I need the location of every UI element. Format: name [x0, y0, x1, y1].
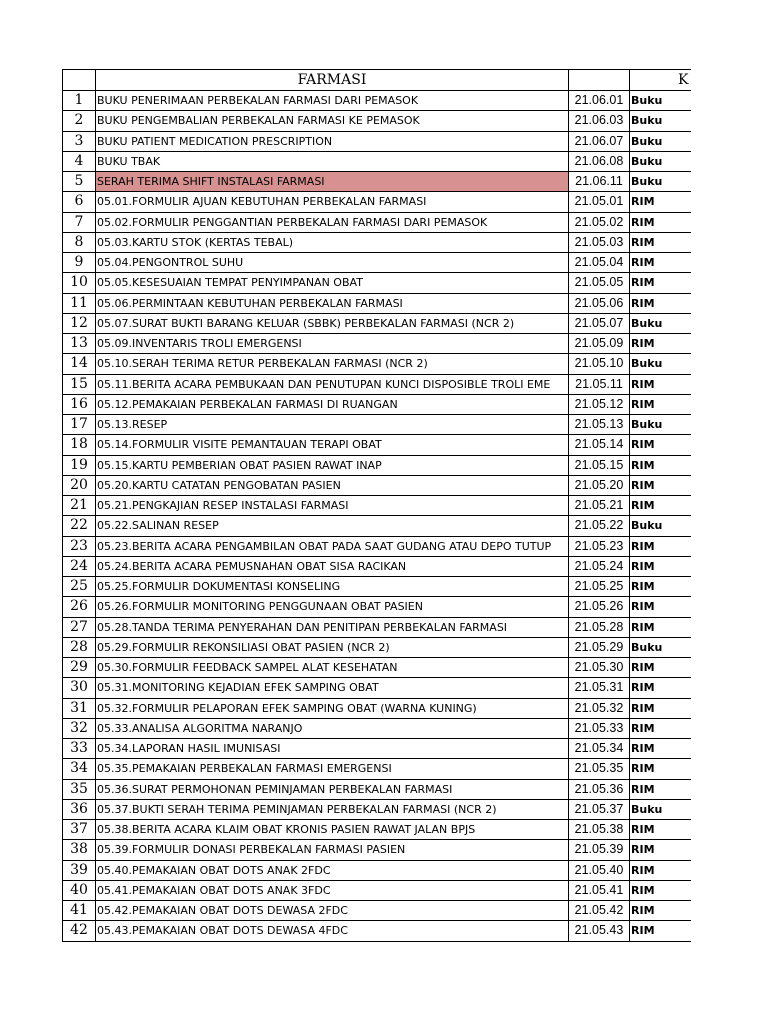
row-name-cell[interactable]: 05.38.BERITA ACARA KLAIM OBAT KRONIS PASIEN RAWAT JALAN BPJS — [96, 820, 569, 840]
row-number-cell[interactable]: 12 — [63, 313, 96, 333]
table-row — [63, 678, 691, 698]
table-row — [63, 901, 691, 921]
row-number-cell[interactable]: 23 — [63, 536, 96, 556]
table-row — [63, 91, 691, 111]
row-type-cell[interactable]: RIM — [630, 577, 691, 597]
table-row — [63, 475, 691, 495]
row-name-cell[interactable]: 05.09.INVENTARIS TROLI EMERGENSI — [96, 334, 569, 354]
table-row — [63, 253, 691, 273]
row-number-cell[interactable]: 36 — [63, 799, 96, 819]
table-row — [63, 334, 691, 354]
row-name-cell[interactable]: 05.33.ANALISA ALGORITMA NARANJO — [96, 718, 569, 738]
row-code-cell[interactable]: 21.05.20 — [569, 475, 630, 495]
table-row — [63, 739, 691, 759]
row-type-cell[interactable]: RIM — [630, 394, 691, 414]
row-code-cell[interactable]: 21.05.09 — [569, 334, 630, 354]
row-code-cell[interactable]: 21.05.15 — [569, 455, 630, 475]
row-type-cell[interactable]: Buku — [630, 354, 691, 374]
row-type-cell[interactable]: RIM — [630, 435, 691, 455]
row-code-cell[interactable]: 21.05.39 — [569, 840, 630, 860]
row-type-cell[interactable]: RIM — [630, 759, 691, 779]
row-type-cell[interactable]: Buku — [630, 799, 691, 819]
row-type-cell[interactable]: RIM — [630, 293, 691, 313]
row-code-cell[interactable]: 21.05.03 — [569, 232, 630, 252]
row-name-cell[interactable]: 05.37.BUKTI SERAH TERIMA PEMINJAMAN PERBEKALAN FARMASI (NCR 2) — [96, 799, 569, 819]
row-name-cell[interactable]: 05.35.PEMAKAIAN PERBEKALAN FARMASI EMERGENSI — [96, 759, 569, 779]
row-code-cell[interactable]: 21.05.34 — [569, 739, 630, 759]
row-number-cell[interactable]: 10 — [63, 273, 96, 293]
table-row — [63, 921, 691, 941]
row-number-cell[interactable]: 26 — [63, 597, 96, 617]
row-name-cell[interactable]: 05.03.KARTU STOK (KERTAS TEBAL) — [96, 232, 569, 252]
row-number-cell[interactable]: 1 — [63, 91, 96, 111]
row-type-cell[interactable]: RIM — [630, 374, 691, 394]
row-name-cell[interactable]: 05.21.PENGKAJIAN RESEP INSTALASI FARMASI — [96, 496, 569, 516]
table-row — [63, 880, 691, 900]
table-row — [63, 394, 691, 414]
row-number-cell[interactable]: 14 — [63, 354, 96, 374]
row-number-cell[interactable]: 34 — [63, 759, 96, 779]
row-name-cell[interactable]: 05.15.KARTU PEMBERIAN OBAT PASIEN RAWAT INAP — [96, 455, 569, 475]
row-number-cell[interactable]: 24 — [63, 556, 96, 576]
table-row — [63, 617, 691, 637]
table-row — [63, 597, 691, 617]
table-row — [63, 131, 691, 151]
row-name-cell[interactable]: 05.26.FORMULIR MONITORING PENGGUNAAN OBAT PASIEN — [96, 597, 569, 617]
row-number-cell[interactable]: 18 — [63, 435, 96, 455]
row-name-cell[interactable]: BUKU PATIENT MEDICATION PRESCRIPTION — [96, 131, 569, 151]
table-row — [63, 111, 691, 131]
row-name-cell[interactable]: BUKU PENERIMAAN PERBEKALAN FARMASI DARI PEMASOK — [96, 91, 569, 111]
row-type-cell[interactable]: RIM — [630, 232, 691, 252]
row-name-cell[interactable]: BUKU TBAK — [96, 151, 569, 171]
row-code-cell[interactable]: 21.05.14 — [569, 435, 630, 455]
row-code-cell[interactable]: 21.06.03 — [569, 111, 630, 131]
row-type-cell[interactable]: RIM — [630, 617, 691, 637]
row-type-cell[interactable]: RIM — [630, 658, 691, 678]
row-number-cell[interactable]: 19 — [63, 455, 96, 475]
row-code-cell[interactable]: 21.05.29 — [569, 637, 630, 657]
row-type-cell[interactable]: RIM — [630, 192, 691, 212]
row-code-cell[interactable]: 21.05.42 — [569, 901, 630, 921]
row-type-cell[interactable]: RIM — [630, 536, 691, 556]
row-name-cell[interactable]: 05.34.LAPORAN HASIL IMUNISASI — [96, 739, 569, 759]
table-row — [63, 151, 691, 171]
table-row — [63, 172, 691, 192]
row-name-cell[interactable]: 05.22.SALINAN RESEP — [96, 516, 569, 536]
row-code-cell[interactable]: 21.05.26 — [569, 597, 630, 617]
table-row — [63, 658, 691, 678]
row-name-cell[interactable]: 05.40.PEMAKAIAN OBAT DOTS ANAK 2FDC — [96, 860, 569, 880]
table-row — [63, 860, 691, 880]
row-number-cell[interactable]: 27 — [63, 617, 96, 637]
row-code-cell[interactable]: 21.05.40 — [569, 860, 630, 880]
row-code-cell[interactable]: 21.05.10 — [569, 354, 630, 374]
row-type-cell[interactable]: Buku — [630, 516, 691, 536]
row-number-cell[interactable]: 35 — [63, 779, 96, 799]
row-type-cell[interactable]: Buku — [630, 111, 691, 131]
row-type-cell[interactable]: RIM — [630, 556, 691, 576]
row-code-cell[interactable]: 21.05.28 — [569, 617, 630, 637]
table-row — [63, 799, 691, 819]
row-number-cell[interactable]: 41 — [63, 901, 96, 921]
row-code-cell[interactable]: 21.05.41 — [569, 880, 630, 900]
row-name-cell[interactable]: 05.10.SERAH TERIMA RETUR PERBEKALAN FARMASI (NCR 2) — [96, 354, 569, 374]
spreadsheet — [62, 69, 690, 942]
row-code-cell[interactable]: 21.05.12 — [569, 394, 630, 414]
row-number-cell[interactable]: 22 — [63, 516, 96, 536]
table-row — [63, 637, 691, 657]
row-type-cell[interactable]: Buku — [630, 151, 691, 171]
row-number-cell[interactable]: 33 — [63, 739, 96, 759]
row-number-cell[interactable]: 20 — [63, 475, 96, 495]
row-type-cell[interactable]: Buku — [630, 313, 691, 333]
header-code-cell[interactable] — [569, 70, 630, 91]
table-row — [63, 536, 691, 556]
row-code-cell[interactable]: 21.05.43 — [569, 921, 630, 941]
table-row — [63, 577, 691, 597]
row-name-cell[interactable]: 05.06.PERMINTAAN KEBUTUHAN PERBEKALAN FARMASI — [96, 293, 569, 313]
table-row — [63, 779, 691, 799]
row-name-cell[interactable]: 05.29.FORMULIR REKONSILIASI OBAT PASIEN (NCR 2) — [96, 637, 569, 657]
table-row — [63, 455, 691, 475]
header-title-cell[interactable]: FARMASI — [96, 70, 569, 91]
row-number-cell[interactable]: 28 — [63, 637, 96, 657]
table-row — [63, 192, 691, 212]
row-type-cell[interactable]: RIM — [630, 496, 691, 516]
row-number-cell[interactable]: 2 — [63, 111, 96, 131]
row-number-cell[interactable]: 4 — [63, 151, 96, 171]
row-type-cell[interactable]: Buku — [630, 172, 691, 192]
row-code-cell[interactable]: 21.05.37 — [569, 799, 630, 819]
row-name-cell[interactable]: 05.23.BERITA ACARA PENGAMBILAN OBAT PADA SAAT GUDANG ATAU DEPO TUTUP — [96, 536, 569, 556]
row-name-cell[interactable]: 05.02.FORMULIR PENGGANTIAN PERBEKALAN FARMASI DARI PEMASOK — [96, 212, 569, 232]
row-name-cell[interactable]: 05.13.RESEP — [96, 415, 569, 435]
row-type-cell[interactable]: RIM — [630, 273, 691, 293]
row-name-cell[interactable]: 05.12.PEMAKAIAN PERBEKALAN FARMASI DI RUANGAN — [96, 394, 569, 414]
row-type-cell[interactable]: RIM — [630, 779, 691, 799]
row-number-cell[interactable]: 7 — [63, 212, 96, 232]
row-type-cell[interactable]: RIM — [630, 334, 691, 354]
row-code-cell[interactable]: 21.05.31 — [569, 678, 630, 698]
row-name-cell[interactable]: BUKU PENGEMBALIAN PERBEKALAN FARMASI KE PEMASOK — [96, 111, 569, 131]
row-code-cell[interactable]: 21.05.13 — [569, 415, 630, 435]
row-number-cell[interactable]: 42 — [63, 921, 96, 941]
table-row — [63, 820, 691, 840]
table-row — [63, 293, 691, 313]
row-type-cell[interactable]: RIM — [630, 820, 691, 840]
table-row — [63, 232, 691, 252]
row-number-cell[interactable]: 16 — [63, 394, 96, 414]
header-number-cell[interactable] — [63, 70, 96, 91]
row-type-cell[interactable]: RIM — [630, 698, 691, 718]
row-number-cell[interactable]: 13 — [63, 334, 96, 354]
row-type-cell[interactable]: RIM — [630, 880, 691, 900]
row-code-cell[interactable]: 21.06.07 — [569, 131, 630, 151]
row-number-cell[interactable]: 29 — [63, 658, 96, 678]
row-code-cell[interactable]: 21.05.11 — [569, 374, 630, 394]
row-code-cell[interactable]: 21.06.11 — [569, 172, 630, 192]
row-code-cell[interactable]: 21.05.01 — [569, 192, 630, 212]
row-type-cell[interactable]: RIM — [630, 739, 691, 759]
table-row — [63, 718, 691, 738]
row-code-cell[interactable]: 21.05.36 — [569, 779, 630, 799]
table-row — [63, 496, 691, 516]
row-name-cell[interactable]: 05.20.KARTU CATATAN PENGOBATAN PASIEN — [96, 475, 569, 495]
row-code-cell[interactable]: 21.05.22 — [569, 516, 630, 536]
row-type-cell[interactable]: RIM — [630, 860, 691, 880]
row-code-cell[interactable]: 21.05.07 — [569, 313, 630, 333]
row-number-cell[interactable]: 5 — [63, 172, 96, 192]
row-name-cell[interactable]: 05.39.FORMULIR DONASI PERBEKALAN FARMASI PASIEN — [96, 840, 569, 860]
table-row — [63, 435, 691, 455]
table-row — [63, 273, 691, 293]
row-number-cell[interactable]: 15 — [63, 374, 96, 394]
row-number-cell[interactable]: 3 — [63, 131, 96, 151]
row-type-cell[interactable]: Buku — [630, 91, 691, 111]
row-type-cell[interactable]: Buku — [630, 131, 691, 151]
row-type-cell[interactable]: RIM — [630, 921, 691, 941]
row-name-cell[interactable]: 05.11.BERITA ACARA PEMBUKAAN DAN PENUTUPAN KUNCI DISPOSIBLE TROLI EME — [96, 374, 569, 394]
row-number-cell[interactable]: 39 — [63, 860, 96, 880]
row-name-cell[interactable]: 05.36.SURAT PERMOHONAN PEMINJAMAN PERBEKALAN FARMASI — [96, 779, 569, 799]
table-row — [63, 354, 691, 374]
row-name-cell[interactable]: 05.01.FORMULIR AJUAN KEBUTUHAN PERBEKALAN FARMASI — [96, 192, 569, 212]
row-code-cell[interactable]: 21.05.38 — [569, 820, 630, 840]
row-type-cell[interactable]: RIM — [630, 678, 691, 698]
row-type-cell[interactable]: RIM — [630, 597, 691, 617]
row-type-cell[interactable]: RIM — [630, 475, 691, 495]
table-row — [63, 556, 691, 576]
row-name-cell[interactable]: 05.25.FORMULIR DOKUMENTASI KONSELING — [96, 577, 569, 597]
row-number-cell[interactable]: 38 — [63, 840, 96, 860]
row-code-cell[interactable]: 21.05.06 — [569, 293, 630, 313]
row-name-cell[interactable]: 05.14.FORMULIR VISITE PEMANTAUAN TERAPI OBAT — [96, 435, 569, 455]
row-type-cell[interactable]: RIM — [630, 253, 691, 273]
row-name-cell[interactable]: 05.32.FORMULIR PELAPORAN EFEK SAMPING OBAT (WARNA KUNING) — [96, 698, 569, 718]
row-name-cell[interactable]: 05.04.PENGONTROL SUHU — [96, 253, 569, 273]
row-code-cell[interactable]: 21.06.01 — [569, 91, 630, 111]
row-type-cell[interactable]: Buku — [630, 637, 691, 657]
table-row — [63, 415, 691, 435]
row-name-cell[interactable]: 05.07.SURAT BUKTI BARANG KELUAR (SBBK) PERBEKALAN FARMASI (NCR 2) — [96, 313, 569, 333]
table-row — [63, 516, 691, 536]
row-name-cell[interactable]: 05.28.TANDA TERIMA PENYERAHAN DAN PENITIPAN PERBEKALAN FARMASI — [96, 617, 569, 637]
row-code-cell[interactable]: 21.05.24 — [569, 556, 630, 576]
row-code-cell[interactable]: 21.06.08 — [569, 151, 630, 171]
table-row — [63, 759, 691, 779]
row-type-cell[interactable]: RIM — [630, 901, 691, 921]
row-code-cell[interactable]: 21.05.30 — [569, 658, 630, 678]
row-number-cell[interactable]: 6 — [63, 192, 96, 212]
row-name-cell[interactable]: 05.30.FORMULIR FEEDBACK SAMPEL ALAT KESEHATAN — [96, 658, 569, 678]
row-name-cell[interactable]: SERAH TERIMA SHIFT INSTALASI FARMASI — [96, 172, 569, 192]
table-row — [63, 840, 691, 860]
row-code-cell[interactable]: 21.05.35 — [569, 759, 630, 779]
row-name-cell[interactable]: 05.41.PEMAKAIAN OBAT DOTS ANAK 3FDC — [96, 880, 569, 900]
row-number-cell[interactable]: 9 — [63, 253, 96, 273]
row-type-cell[interactable]: RIM — [630, 840, 691, 860]
row-name-cell[interactable]: 05.24.BERITA ACARA PEMUSNAHAN OBAT SISA RACIKAN — [96, 556, 569, 576]
row-name-cell[interactable]: 05.43.PEMAKAIAN OBAT DOTS DEWASA 4FDC — [96, 921, 569, 941]
farmasi-table — [62, 69, 691, 942]
table-row — [63, 374, 691, 394]
row-number-cell[interactable]: 31 — [63, 698, 96, 718]
row-code-cell[interactable]: 21.05.05 — [569, 273, 630, 293]
row-code-cell[interactable]: 21.05.33 — [569, 718, 630, 738]
row-number-cell[interactable]: 37 — [63, 820, 96, 840]
row-name-cell[interactable]: 05.42.PEMAKAIAN OBAT DOTS DEWASA 2FDC — [96, 901, 569, 921]
row-name-cell[interactable]: 05.05.KESESUAIAN TEMPAT PENYIMPANAN OBAT — [96, 273, 569, 293]
row-number-cell[interactable]: 32 — [63, 718, 96, 738]
row-number-cell[interactable]: 40 — [63, 880, 96, 900]
row-code-cell[interactable]: 21.05.02 — [569, 212, 630, 232]
table-row — [63, 212, 691, 232]
row-number-cell[interactable]: 25 — [63, 577, 96, 597]
row-number-cell[interactable]: 11 — [63, 293, 96, 313]
row-number-cell[interactable]: 30 — [63, 678, 96, 698]
row-name-cell[interactable]: 05.31.MONITORING KEJADIAN EFEK SAMPING OBAT — [96, 678, 569, 698]
row-code-cell[interactable]: 21.05.32 — [569, 698, 630, 718]
row-type-cell[interactable]: RIM — [630, 455, 691, 475]
header-extra-cell[interactable]: K — [630, 70, 691, 91]
table-row — [63, 313, 691, 333]
row-code-cell[interactable]: 21.05.04 — [569, 253, 630, 273]
table-row — [63, 698, 691, 718]
row-type-cell[interactable]: RIM — [630, 718, 691, 738]
row-number-cell[interactable]: 8 — [63, 232, 96, 252]
header-row — [63, 70, 691, 91]
row-code-cell[interactable]: 21.05.25 — [569, 577, 630, 597]
row-code-cell[interactable]: 21.05.23 — [569, 536, 630, 556]
row-number-cell[interactable]: 21 — [63, 496, 96, 516]
row-number-cell[interactable]: 17 — [63, 415, 96, 435]
row-type-cell[interactable]: RIM — [630, 212, 691, 232]
row-code-cell[interactable]: 21.05.21 — [569, 496, 630, 516]
row-type-cell[interactable]: Buku — [630, 415, 691, 435]
